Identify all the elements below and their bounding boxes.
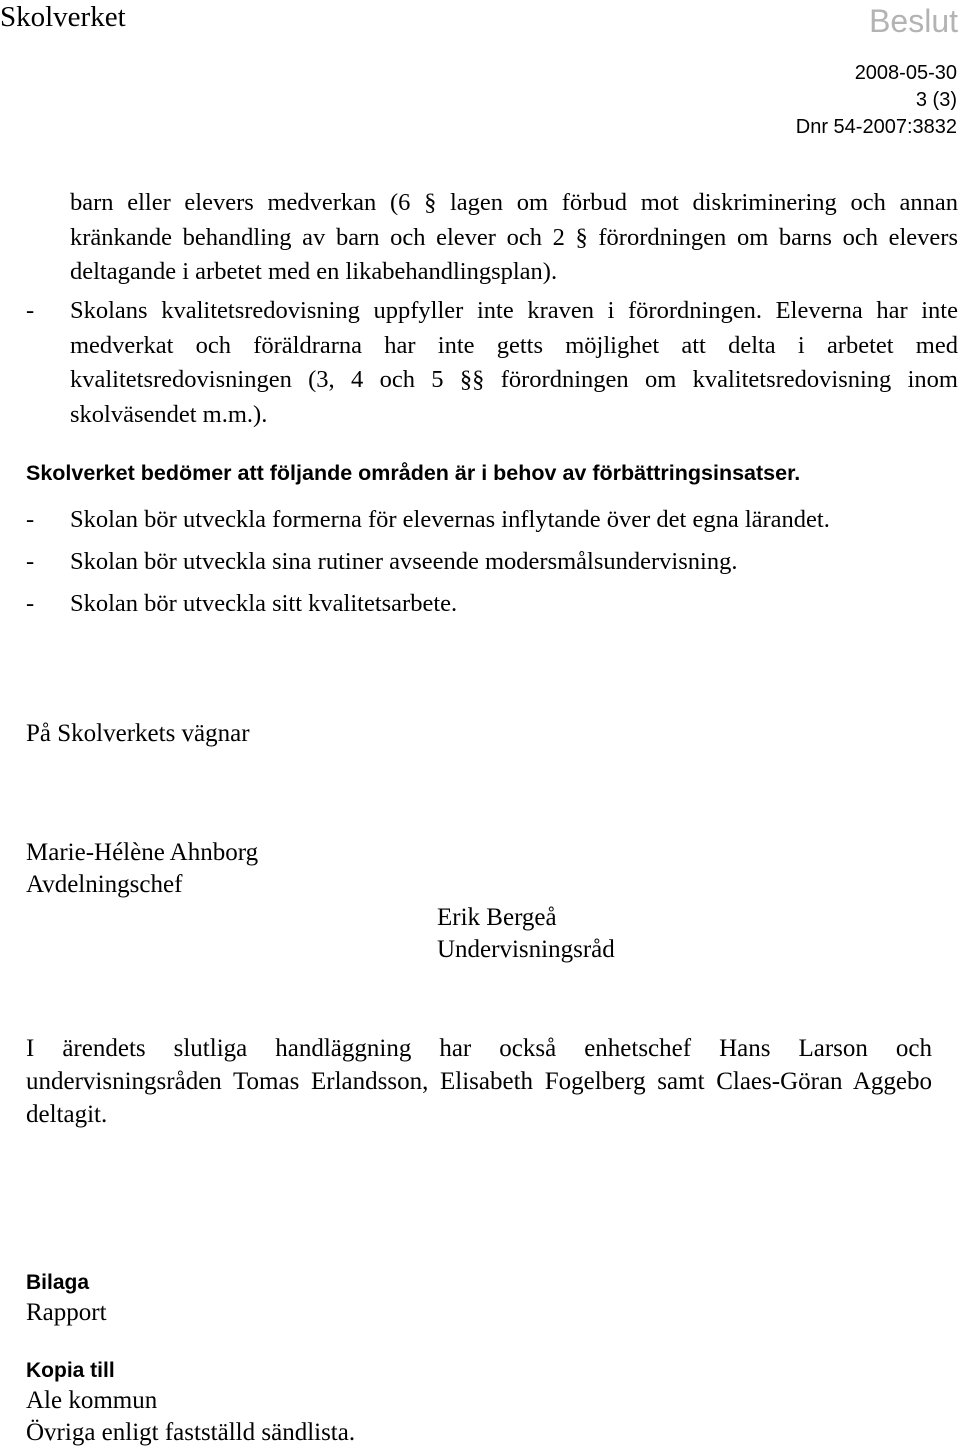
page-number: 3 (3) xyxy=(915,89,957,111)
copy-recipient: Ale kommun xyxy=(26,1387,158,1414)
bullet-dash: - xyxy=(26,297,35,324)
document-meta xyxy=(796,60,957,141)
signer1-title: Avdelningschef xyxy=(26,871,183,898)
improvement-heading: Skolverket bedömer att följande områden är i behov av förbättringsinsatser. xyxy=(26,461,801,485)
signer2-title: Undervisningsråd xyxy=(437,936,615,963)
list-item-text: Skolan bör utveckla sina rutiner avseende modersmålsundervisning. xyxy=(70,548,738,575)
copies-label: Kopia till xyxy=(26,1359,115,1382)
signer1-name: Marie-Hélène Ahnborg xyxy=(26,839,259,866)
attachment-item: Rapport xyxy=(26,1299,107,1326)
organization-name: Skolverket xyxy=(0,1,126,33)
document-date: 2008-05-30 xyxy=(854,62,957,84)
list-dash: - xyxy=(26,590,35,617)
list-item xyxy=(26,504,830,536)
list-dash: - xyxy=(26,506,35,533)
list-item-text: Skolan bör utveckla sitt kvalitetsarbete. xyxy=(70,590,458,617)
list-item xyxy=(26,588,457,620)
list-item-text: Skolan bör utveckla formerna för elevernas inflytande över det egna lärandet. xyxy=(70,506,830,533)
bullet-quality-report: Skolans kvalitetsredovisning uppfyller inte kraven i förordningen. Eleverna har inte medverkat och föräldrarna har inte getts möjlighet att delta i arbetet med kvalitetsredovisningen (3, 4 och 5 §§ förordningen om kvalitetsredovisning inom skolväsendet m.m.). xyxy=(70,297,958,428)
document-type: Beslut xyxy=(869,3,958,39)
on-behalf-line: På Skolverkets vägnar xyxy=(26,720,250,747)
attachment-label: Bilaga xyxy=(26,1271,90,1294)
copy-recipient: Övriga enligt fastställd sändlista. xyxy=(26,1419,356,1446)
signer2-name: Erik Bergeå xyxy=(437,904,557,931)
closing-note: I ärendets slutliga handläggning har också enhetschef Hans Larson och undervisningsråden Tomas Erlandsson, Elisabeth Fogelberg samt Claes-Göran Aggebo deltagit. xyxy=(26,1035,932,1128)
diary-number: Dnr 54-2007:3832 xyxy=(795,116,957,138)
list-dash: - xyxy=(26,548,35,575)
paragraph-continuation: barn eller elevers medverkan (6 § lagen om förbud mot diskriminering och annan kränkande behandling av barn och elever och 2 § förordningen om barns och elevers deltagande i arbetet med en likabehandlingsplan). xyxy=(70,189,958,285)
list-item xyxy=(26,546,737,578)
